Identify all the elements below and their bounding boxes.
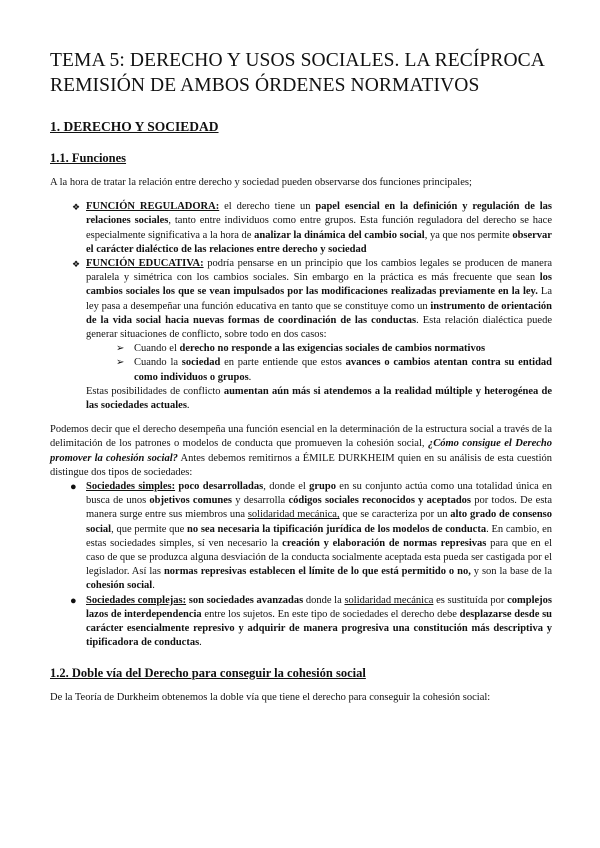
arrow-bullet-icon: ➢ bbox=[116, 343, 125, 355]
functions-list bbox=[50, 200, 552, 413]
list-item bbox=[50, 200, 552, 257]
complex-societies-text: Sociedades complejas: son sociedades avanzadas donde la solidaridad mecánica es sustituída por complejos lazos de interdependencia entre los sujetos. En este tipo de sociedades el derecho debe desplazarse desde su carácter esencialmente represivo y adquirir de manera progresiva una constitución más descriptiva y tipificadora de conductas. bbox=[86, 594, 552, 649]
list-item: ➢ Cuando el derecho no responde a las exigencias sociales de cambios normativos bbox=[86, 342, 552, 356]
society-types-list bbox=[50, 480, 552, 650]
double-path-paragraph: De la Teoría de Durkheim obtenemos la doble vía que tiene el derecho para conseguir la cohesión social: bbox=[50, 691, 491, 703]
arrow-bullet-icon: ➢ bbox=[116, 357, 125, 369]
term-label: FUNCIÓN REGULADORA: bbox=[86, 201, 220, 213]
term-label: FUNCIÓN EDUCATIVA: bbox=[86, 258, 204, 270]
section-heading: 1. DERECHO Y SOCIEDAD bbox=[50, 119, 219, 134]
durkheim-paragraph: Podemos decir que el derecho desempeña una función esencial en la determinación de la estructura social a través de la delimitación de los patrones o modelos de conducta que promueven la cohesión social, ¿Cómo consigue el Derecho promover la cohesión social? Antes debemos remitirnos a ÉMILE DURKHEIM quien en su análisis de esta cuestión distingue dos tipos de sociedades: bbox=[50, 424, 552, 478]
page-title: TEMA 5: DERECHO Y USOS SOCIALES. LA RECÍPROCA REMISIÓN DE AMBOS ÓRDENES NORMATIVOS bbox=[50, 50, 544, 96]
subsection-heading: 1.2. Doble vía del Derecho para conseguir la cohesión social bbox=[50, 665, 366, 680]
diamond-bullet-icon: ❖ bbox=[72, 259, 81, 270]
list-item bbox=[50, 257, 552, 413]
conflict-conclusion: Estas posibilidades de conflicto aumentan aún más si atendemos a la realidad múltiple y heterogénea de las sociedades actuales. bbox=[86, 385, 553, 412]
simple-societies-text: Sociedades simples: poco desarrolladas, donde el grupo en su conjunto actúa como una totalidad única en busca de unos objetivos comunes y desarrolla códigos sociales reconocidos y aceptados por todos. De esta manera surge entre sus miembros una solidaridad mecánica, que se caracteriza por un alto grado de consenso social, que permite que no sea necesaria la tipificación jurídica de los modelos de conducta. En cambio, en estas sociedades simples, sí ven necesario la creación y elaboración de normas represivas para que en el caso de que se produzca alguna desviación de la conducta socialmente aceptada esta pueda ser castigada por el legislador. Así las normas represivas establecen el límite de lo que está permitido o no, y son la base de la cohesión social. bbox=[86, 481, 553, 592]
intro-paragraph: A la hora de tratar la relación entre derecho y sociedad pueden observarse dos funciones principales; bbox=[50, 177, 472, 188]
list-item bbox=[50, 594, 552, 651]
circle-bullet-icon: ● bbox=[70, 594, 77, 607]
list-item bbox=[50, 480, 552, 594]
term-label: Sociedades simples: bbox=[86, 481, 176, 493]
term-label: Sociedades complejas: bbox=[86, 594, 187, 606]
function-educational-text: FUNCIÓN EDUCATIVA: podría pensarse en un principio que los cambios legales se producen de manera paralela y simétrica con los cambios sociales. Sin embargo en la práctica es más frecuente que sean los cambios sociales los que se vean impulsados por las modificaciones realizadas previamente en la ley. La ley pasa a desempeñar una función educativa en tanto que se constituye como un instrumento de orientación de la vida social hacia nuevas formas de coordinación de las conductas. Esta relación dialéctica puede generar situaciones de conflicto, sobre todo en dos casos: bbox=[86, 258, 552, 341]
list-item: ➢ Cuando la sociedad en parte entiende que estos avances o cambios atentan contra su entidad como individuos o grupos. bbox=[116, 357, 552, 383]
conflict-cases-list bbox=[86, 342, 552, 385]
function-regulatory-text: FUNCIÓN REGULADORA: el derecho tiene un papel esencial en la definición y regulación de las relaciones sociales, tanto entre individuos como entre grupos. Esta función reguladora del derecho se hace especialmente significativa a la hora de analizar la dinámica del cambio social, ya que nos permite observar el carácter dialéctico de las relaciones entre derecho y sociedad bbox=[86, 201, 552, 255]
circle-bullet-icon: ● bbox=[70, 481, 77, 494]
diamond-bullet-icon: ❖ bbox=[72, 202, 81, 213]
subsection-heading: 1.1. Funciones bbox=[50, 151, 127, 165]
